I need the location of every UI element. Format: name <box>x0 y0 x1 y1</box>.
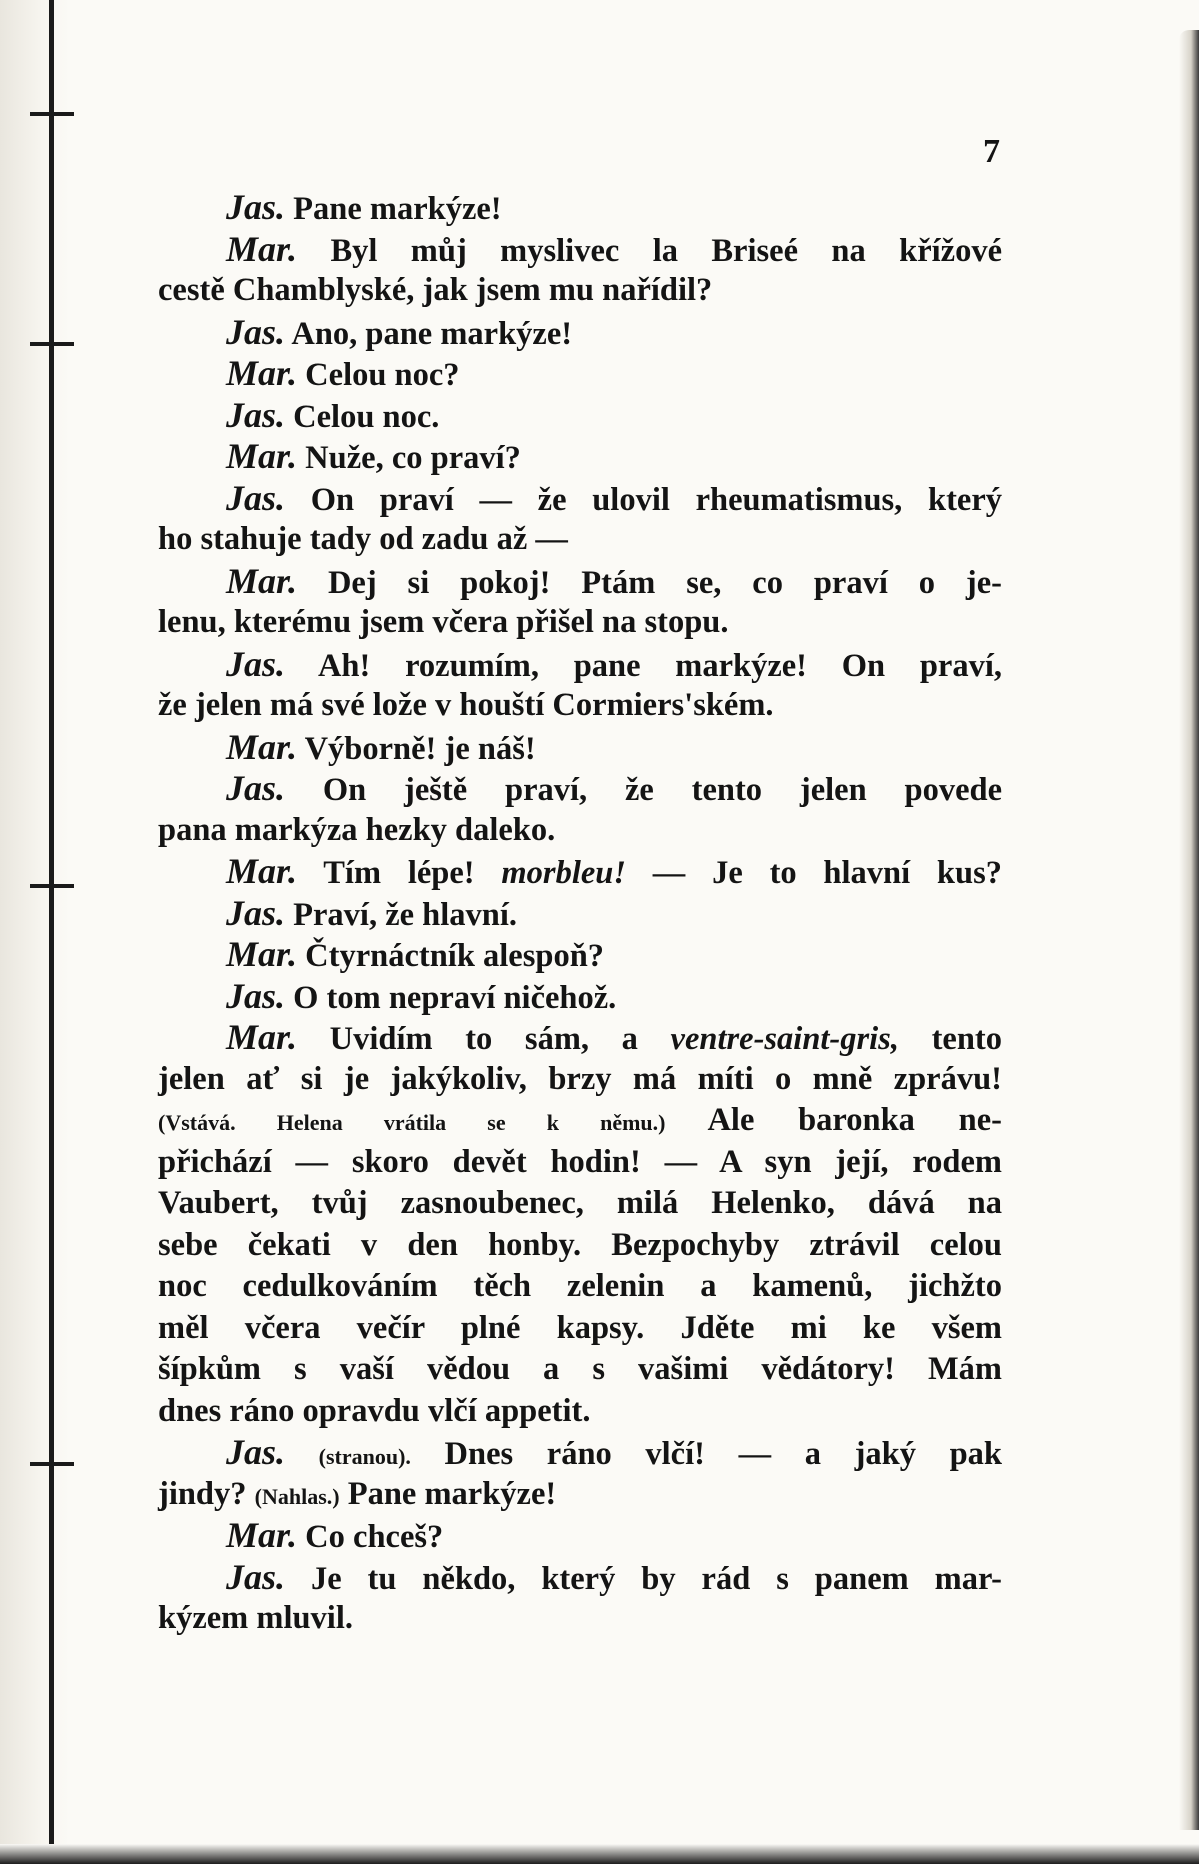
text-segment: kýzem mluvil. <box>158 1600 353 1636</box>
speaker-name: Mar. <box>226 851 298 891</box>
dialogue-text <box>158 187 1002 1640</box>
stage-direction: (stranou). <box>318 1444 411 1469</box>
text-segment: Pane markýze! <box>285 191 502 227</box>
speaker-name: Mar. <box>226 228 298 269</box>
text-segment: O tom nepraví ničehož. <box>285 979 617 1016</box>
text-segment: měl včera večír plné kapsy. Jděte mi ke všem <box>158 1309 1002 1346</box>
text-line <box>158 1432 1002 1474</box>
text-segment: Dej si pokoj! Ptám se, co praví o je- <box>297 564 1002 601</box>
text-segment: noc cedulkováním těch zelenin a kamenů, jichžto <box>158 1268 1002 1304</box>
text-segment: Co chceš? <box>297 1519 444 1555</box>
text-segment <box>285 1436 319 1472</box>
text-segment: přichází — skoro devět hodin! — A syn její, rodem <box>158 1143 1002 1180</box>
binding-shadow <box>0 0 70 1864</box>
speaker-name: Mar. <box>226 726 298 767</box>
speaker-name: Mar. <box>226 1017 298 1057</box>
text-segment: Ale baronka ne- <box>665 1102 1002 1138</box>
text-line <box>158 1183 1002 1225</box>
speaker-name: Jas. <box>226 187 286 227</box>
text-line <box>158 478 1002 520</box>
text-line <box>158 353 1002 395</box>
text-segment: Čtyrnáctník alespoň? <box>297 938 605 974</box>
binding-mark <box>30 884 74 888</box>
speaker-name: Jas. <box>226 975 286 1016</box>
text-line <box>158 519 1002 561</box>
stage-direction: (Vstává. Helena vrátila se k němu.) <box>158 1110 666 1135</box>
speaker-name: Jas. <box>226 477 286 518</box>
text-segment: jelen ať si je jakýkoliv, brzy má míti o mně zprávu! <box>158 1060 1002 1097</box>
text-segment: cestě Chamblyské, jak jsem mu nařídil? <box>158 272 713 308</box>
text-segment: lenu, kterému jsem včera přišel na stopu. <box>158 604 729 640</box>
text-line <box>158 1100 1002 1142</box>
text-segment: ventre-saint-gris, <box>670 1021 899 1057</box>
text-segment: morbleu! <box>501 855 627 891</box>
page-edge-right <box>1179 30 1199 1830</box>
text-line <box>158 561 1002 603</box>
stage-direction: (Nahlas.) <box>254 1483 340 1509</box>
text-segment: ho stahuje tady od zadu až — <box>158 521 568 557</box>
text-segment: dnes ráno opravdu vlčí appetit. <box>158 1392 591 1429</box>
speaker-name: Mar. <box>226 560 298 601</box>
text-line <box>158 1225 1002 1267</box>
speaker-name: Mar. <box>226 353 298 393</box>
binding-mark <box>30 1462 74 1466</box>
text-segment: sebe čekati v den honby. Bezpochyby ztrávil celou <box>158 1226 1002 1263</box>
text-line <box>158 436 1002 478</box>
text-line <box>158 1391 1002 1433</box>
text-line <box>158 1266 1002 1308</box>
speaker-name: Mar. <box>226 436 298 476</box>
text-segment: Výborně! je náš! <box>297 730 536 767</box>
text-segment: Pane markýze! <box>339 1475 557 1512</box>
text-line <box>158 187 1002 229</box>
text-line <box>158 1308 1002 1350</box>
page-edge-bottom <box>0 1844 1199 1864</box>
text-line <box>158 976 1002 1018</box>
text-segment: Tím lépe! <box>297 855 502 891</box>
text-line <box>158 270 1002 312</box>
text-segment: Ah! rozumím, pane markýze! On praví, <box>285 647 1002 684</box>
text-line <box>158 602 1002 644</box>
speaker-name: Jas. <box>226 768 286 808</box>
binding-mark <box>30 342 74 346</box>
text-line <box>158 229 1002 271</box>
speaker-name: Jas. <box>226 311 286 352</box>
text-line <box>158 1349 1002 1391</box>
text-line <box>158 1142 1002 1184</box>
text-segment: Nuže, co praví? <box>297 440 521 476</box>
text-line <box>158 810 1002 852</box>
page-number: 7 <box>983 133 1000 170</box>
text-line <box>158 644 1002 686</box>
text-line <box>158 1474 1002 1516</box>
text-line <box>158 1515 1002 1557</box>
text-segment: že jelen má své lože v houští Cormiers'ském. <box>158 687 774 723</box>
text-segment: — Je to hlavní kus? <box>626 855 1002 891</box>
speaker-name: Mar. <box>226 1515 298 1555</box>
text-segment: tento <box>898 1021 1002 1057</box>
speaker-name: Jas. <box>226 1556 286 1597</box>
text-line <box>158 768 1002 810</box>
text-line <box>158 893 1002 935</box>
binding-mark <box>30 112 74 116</box>
text-line <box>158 395 1002 437</box>
text-line <box>158 1557 1002 1599</box>
speaker-name: Jas. <box>226 643 286 684</box>
speaker-name: Jas. <box>226 892 286 933</box>
text-segment: On ještě praví, že tento jelen povede <box>285 772 1002 808</box>
text-line <box>158 685 1002 727</box>
text-segment: šípkům s vaší vědou a s vašimi vědátory! Mám <box>158 1351 1002 1387</box>
text-line <box>158 934 1002 976</box>
binding-line <box>49 0 54 1864</box>
text-segment: Dnes ráno vlčí! — a jaký pak <box>410 1436 1002 1472</box>
text-line <box>158 312 1002 354</box>
speaker-name: Mar. <box>226 934 298 974</box>
text-segment: Vaubert, tvůj zasnoubenec, milá Helenko, dává na <box>158 1185 1002 1221</box>
text-segment: Ano, pane markýze! <box>285 315 573 352</box>
text-line <box>158 851 1002 893</box>
text-segment: jindy? <box>158 1475 255 1512</box>
text-line <box>158 1017 1002 1059</box>
speaker-name: Jas. <box>226 1432 286 1472</box>
text-segment: pana markýza hezky daleko. <box>158 811 556 848</box>
text-segment: Uvidím to sám, a <box>297 1021 671 1057</box>
text-segment: Celou noc? <box>297 357 460 393</box>
text-segment: Celou noc. <box>285 398 440 435</box>
text-segment: Byl můj myslivec la Briseé na křížové <box>297 232 1002 269</box>
text-line <box>158 727 1002 769</box>
text-segment: Je tu někdo, který by rád s panem mar- <box>285 1560 1002 1597</box>
text-line <box>158 1059 1002 1101</box>
text-segment: On praví — že ulovil rheumatismus, který <box>285 481 1002 518</box>
text-line <box>158 1598 1002 1640</box>
speaker-name: Jas. <box>226 394 286 435</box>
text-segment: Praví, že hlavní. <box>285 896 518 933</box>
